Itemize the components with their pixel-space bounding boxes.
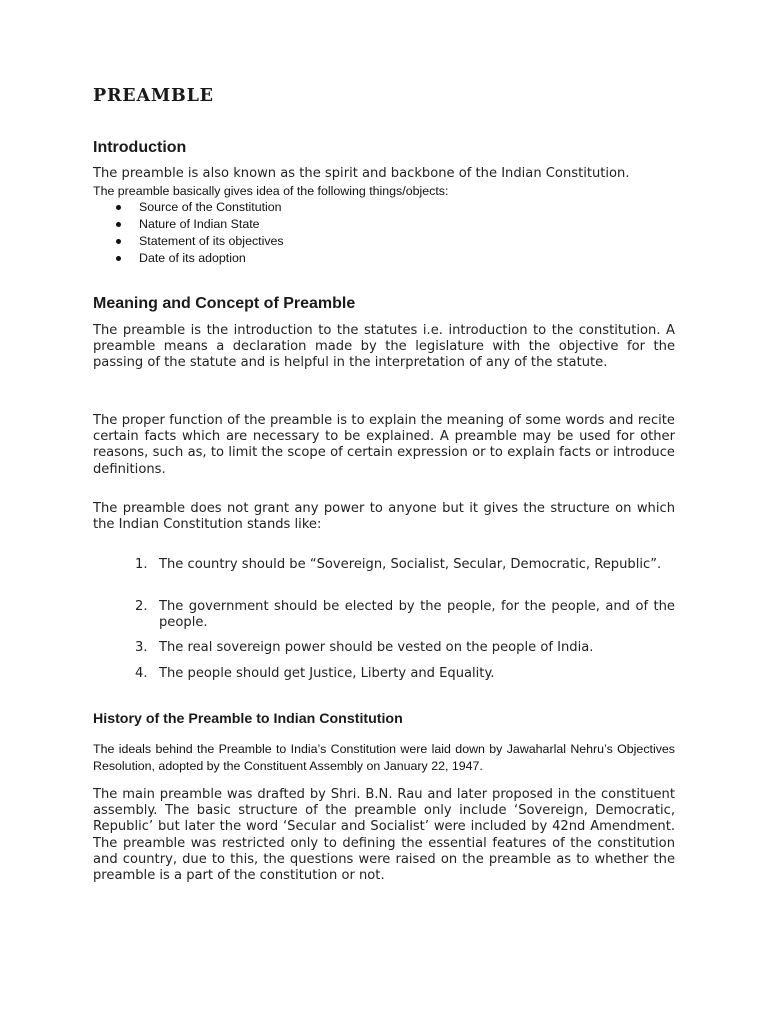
bullet-icon bbox=[116, 256, 121, 261]
document-title: PREAMBLE bbox=[93, 86, 214, 106]
list-item: Nature of Indian State bbox=[93, 216, 284, 233]
list-item: Source of the Constitution bbox=[93, 199, 284, 216]
bullet-icon bbox=[116, 239, 121, 244]
history-paragraph-2: The main preamble was drafted by Shri. B.N. Rau and later proposed in the constituent assembly. The basic structure of the preamble only include ‘Sovereign, Democratic, Republic’ but later the word ‘Secular and Socialist’ were included by 42nd Amendment. The preamble was restricted only to defining the essential features of the constitution and country, due to this, the questions were raised on the preamble as to whether the preamble is a part of the constitution or not. bbox=[93, 787, 675, 884]
introduction-bullet-list bbox=[93, 199, 284, 267]
history-paragraph-1: The ideals behind the Preamble to India’s Constitution were laid down by Jawaharlal Nehru’s Objectives Resolution, adopted by the Constituent Assembly on January 22, 1947. bbox=[93, 742, 675, 773]
bullet-icon bbox=[116, 222, 121, 227]
list-item: Date of its adoption bbox=[93, 250, 284, 267]
meaning-paragraph-2: The proper function of the preamble is to explain the meaning of some words and recite certain facts which are necessary to be explained. A preamble may be used for other reasons, such as, to limit the scope of certain expression or to explain facts or introduce definitions. bbox=[93, 413, 675, 477]
list-item: Statement of its objectives bbox=[93, 233, 284, 250]
meaning-paragraph-1: The preamble is the introduction to the statutes i.e. introduction to the constitution. A preamble means a declaration made by the legislature with the objective for the passing of the statute and is helpful in the interpretation of any of the statute. bbox=[93, 323, 675, 371]
introduction-line-2: The preamble basically gives idea of the following things/objects: bbox=[93, 184, 449, 198]
introduction-line-1: The preamble is also known as the spirit and backbone of the Indian Constitution. bbox=[93, 166, 630, 181]
history-heading: History of the Preamble to Indian Constitution bbox=[93, 711, 403, 727]
meaning-paragraph-3: The preamble does not grant any power to anyone but it gives the structure on which the Indian Constitution stands like: bbox=[93, 501, 675, 533]
bullet-icon bbox=[116, 205, 121, 210]
introduction-heading: Introduction bbox=[93, 139, 187, 156]
meaning-heading: Meaning and Concept of Preamble bbox=[93, 295, 356, 312]
